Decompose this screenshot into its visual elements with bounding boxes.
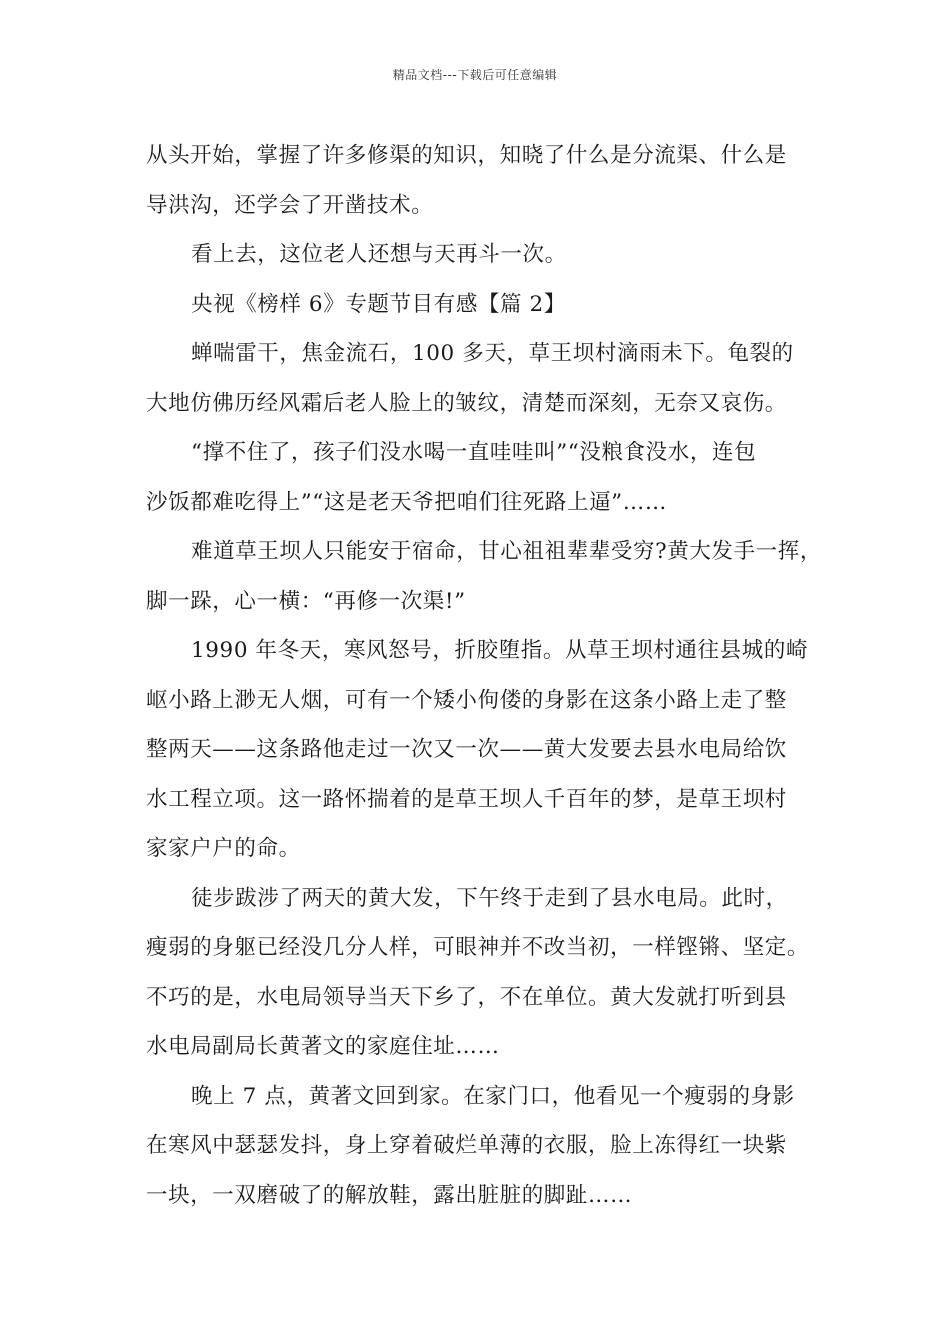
text-line: 家家户户的命。 (146, 836, 301, 861)
text-line: 在寒风中瑟瑟发抖，身上穿着破烂单薄的衣服，脸上冻得红一块紫 (146, 1133, 787, 1158)
text-line: 看上去，这位老人还想与天再斗一次。 (191, 242, 567, 267)
text-line: 大地仿佛历经风霜后老人脸上的皱纹，清楚而深刻，无奈又哀伤。 (146, 390, 787, 416)
text-line: 沙饭都难吃得上”“这是老天爷把咱们往死路上逼”…… (146, 489, 667, 515)
text-line: 晚上 7 点，黄著文回到家。在家门口，他看见一个瘦弱的身影 (191, 1083, 795, 1109)
document-body (146, 131, 826, 1220)
text-line: 难道草王坝人只能安于宿命，甘心祖祖辈辈受穷?黄大发手一挥， (191, 539, 822, 564)
text-line: 岖小路上渺无人烟，可有一个矮小佝偻的身影在这条小路上走了整 (146, 687, 787, 713)
text-line: 水工程立项。这一路怀揣着的是草王坝人千百年的梦，是草王坝村 (146, 786, 787, 812)
text-line: 一块，一双磨破了的解放鞋，露出脏脏的脚趾…… (146, 1182, 633, 1208)
section-heading: 央视《榜样 6》专题节目有感【篇 2】 (191, 291, 566, 317)
text-line: 瘦弱的身躯已经没几分人样，可眼神并不改当初，一样铿锵、坚定。 (146, 935, 810, 960)
text-line: 导洪沟，还学会了开凿技术。 (146, 192, 434, 218)
text-line: 从头开始，掌握了许多修渠的知识，知晓了什么是分流渠、什么是 (146, 143, 787, 168)
text-line: 1990 年冬天，寒风怒号，折胶堕指。从草王坝村通往县城的崎 (191, 638, 809, 663)
text-line: “撑不住了，孩子们没水喝一直哇哇叫”“没粮食没水，连包 (191, 440, 757, 465)
text-line: 蝉喘雷干，焦金流石，100 多天，草王坝村滴雨未下。龟裂的 (191, 341, 794, 366)
text-line: 不巧的是，水电局领导当天下乡了，不在单位。黄大发就打听到县 (146, 984, 787, 1010)
text-line: 脚一跺，心一横：“再修一次渠!” (146, 588, 466, 614)
text-line: 整两天——这条路他走过一次又一次——黄大发要去县水电局给饮 (146, 737, 787, 762)
page-header: 精品文档---下载后可任意编辑 (392, 68, 558, 82)
text-line: 水电局副局长黄著文的家庭住址…… (146, 1034, 500, 1059)
text-line: 徒步跋涉了两天的黄大发，下午终于走到了县水电局。此时， (191, 885, 788, 911)
